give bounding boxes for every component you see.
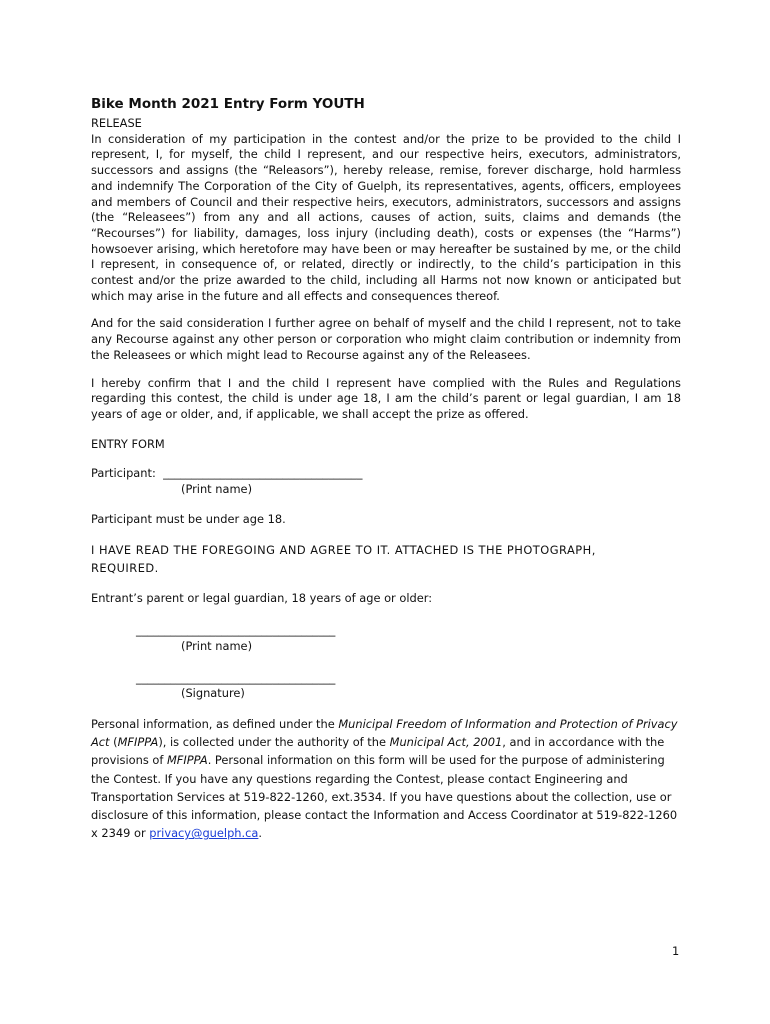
guardian-name-field[interactable]: ___________________________________ xyxy=(136,623,336,638)
agreement-line-1: I HAVE READ THE FOREGOING AND AGREE TO IT. ATTACHED IS THE PHOTOGRAPH, xyxy=(91,543,596,558)
participant-name-field[interactable]: ___________________________________ xyxy=(163,466,363,481)
participant-row xyxy=(91,466,681,482)
privacy-act-abbr: MFIPPA xyxy=(117,735,159,750)
privacy-act-abbr-2: MFIPPA xyxy=(166,753,208,768)
release-paragraph-3: I hereby confirm that I and the child I represent have complied with the Rules and Regulations regarding this contest, the child is under age 18, I am the child’s parent or legal guardian, I am 18 years of age or older, and, if applicable, we shall accept the prize as offered. xyxy=(91,375,681,421)
entry-form-heading: ENTRY FORM xyxy=(91,436,165,451)
document-title: Bike Month 2021 Entry Form YOUTH xyxy=(91,96,365,112)
municipal-act-name: Municipal Act, 2001 xyxy=(389,735,503,750)
guardian-print-name-label: (Print name) xyxy=(181,638,253,653)
release-heading: RELEASE xyxy=(91,116,142,130)
page-number: 1 xyxy=(672,944,680,958)
privacy-email-link[interactable]: privacy@guelph.ca xyxy=(149,826,259,841)
age-note: Participant must be under age 18. xyxy=(91,511,286,526)
privacy-act-name: Municipal Freedom of Information and Protection of Privacy Act xyxy=(91,716,678,750)
signature-label: (Signature) xyxy=(181,686,245,701)
privacy-text-2: ( xyxy=(109,735,118,750)
privacy-text-6: . xyxy=(258,826,263,841)
release-paragraph-1: In consideration of my participation in the contest and/or the prize to be provided to the child I represent, I, for myself, the child I represent, and our respective heirs, executors, administrators, successors and assigns (the “Releasors”), hereby release, remise, forever discharge, hold harmless and indemnify The Corporation of the City of Guelph, its representatives, agents, officers, employees and members of Council and their respective heirs, executors, administrators, successors and assigns (the “Releasees”) from any and all actions, causes of action, suits, claims and demands (the “Recourses”) for liability, damages, loss injury (including death), costs or expenses (the “Harms”) howsoever arising, which heretofore may have been or may hereafter be sustained by me, or the child I represent, in consequence of, or related, directly or indirectly, to the child’s participation in this contest and/or the prize awarded to the child, including all Harms not now known or anticipated but which may arise in the future and all effects and consequences thereof. xyxy=(91,131,681,303)
release-paragraph-2: And for the said consideration I further agree on behalf of myself and the child I represent, not to take any Recourse against any other person or corporation who might claim contribution or indemnity from the Releasees or which might lead to Recourse against any of the Releasees. xyxy=(91,316,681,362)
privacy-text-3: ), is collected under the authority of the xyxy=(158,735,390,750)
privacy-text-5: . Personal information on this form will be used for the purpose of administering the Contest. If you have any questions regarding the Contest, please contact Engineering and Transportation Services at 519-822-1260, ext.3534. If you have questions about the collection, use or disclosure of this information, please contact the Information and Access Coordinator at 519-822-1260 x 2349 or xyxy=(91,753,678,841)
guardian-label: Entrant’s parent or legal guardian, 18 years of age or older: xyxy=(91,591,433,606)
privacy-paragraph xyxy=(91,715,681,842)
privacy-text-1: Personal information, as defined under the xyxy=(91,716,339,731)
document-body xyxy=(91,95,681,842)
signature-field[interactable]: ___________________________________ xyxy=(136,670,336,685)
participant-label: Participant: xyxy=(91,466,156,481)
agreement-line-2: REQUIRED. xyxy=(91,561,159,576)
participant-print-name-label: (Print name) xyxy=(181,482,253,497)
privacy-text-4: , and in accordance with the provisions of xyxy=(91,735,665,768)
privacy-notice xyxy=(91,715,681,842)
